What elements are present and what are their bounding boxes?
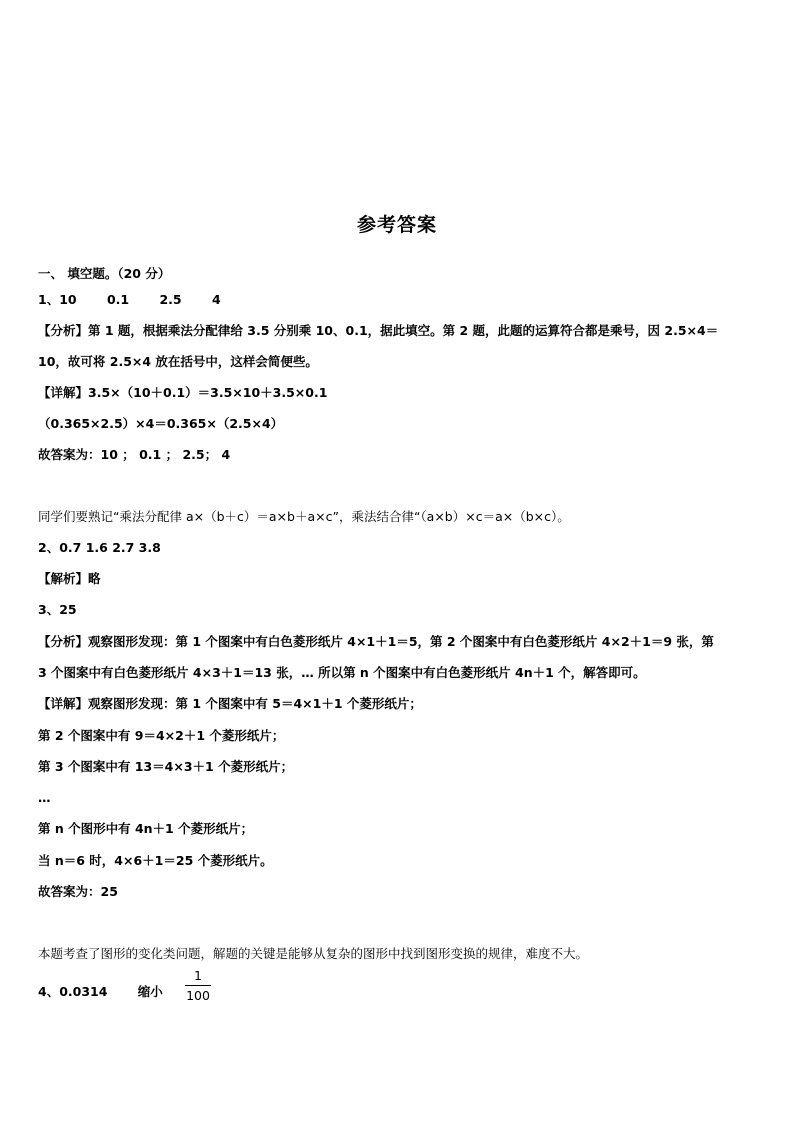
q1-answer-1: 1、10 [38,292,77,307]
q1-analysis-cont: 10，故可将 2.5×4 放在括号中，这样会简便些。 [38,354,318,369]
q3-note: 本题考查了图形的变化类问题，解题的关键是能够从复杂的图形中找到图形变换的规律，难度不大。 [38,946,589,961]
q1-detail-2: （0.365×2.5）×4＝0.365×（2.5×4） [38,416,284,431]
q1-answer-3: 2.5 [159,292,182,307]
q1-analysis: 【分析】第 1 题，根据乘法分配律给 3.5 分别乘 10、0.1，据此填空。第 2 题，此题的运算符合都是乘号，因 2.5×4＝ [38,323,719,338]
section-heading: 一、 填空题。（20 分） [38,266,171,281]
fraction-numerator: 1 [194,968,202,983]
q1-answer-line [38,292,758,308]
q4-word: 缩小 [137,984,163,999]
page-title: 参考答案 [356,214,437,236]
q3-answer-line: 3、25 [38,602,77,617]
q3-detail-n: 第 n 个图形中有 4n＋1 个菱形纸片； [38,821,254,836]
q1-note: 同学们要熟记“乘法分配律 a×（b＋c）＝a×b＋a×c”，乘法结合律“（a×b）×c＝a×（b×c）。 [38,509,570,524]
q3-detail-ellipsis: … [38,790,51,805]
q1-detail: 【详解】3.5×（10＋0.1）＝3.5×10＋3.5×0.1 [38,385,328,400]
q3-detail-3: 第 3 个图案中有 13＝4×3＋1 个菱形纸片； [38,759,294,774]
q3-final-answer: 故答案为：25 [38,884,118,899]
q1-final-answer: 故答案为：10 ； 0.1 ； 2.5； 4 [38,447,231,462]
q2-answer-line: 2、0.7 1.6 2.7 3.8 [38,540,161,555]
q3-analysis-cont: 3 个图案中有白色菱形纸片 4×3＋1＝13 张，… 所以第 n 个图案中有白色菱形纸片 4n＋1 个，解答即可。 [38,665,646,680]
fraction-bar [185,985,211,986]
q1-answer-2: 0.1 [106,292,130,307]
q3-detail-6: 当 n＝6 时，4×6＋1＝25 个菱形纸片。 [38,853,273,868]
q3-analysis: 【分析】观察图形发现：第 1 个图案中有白色菱形纸片 4×1＋1＝5，第 2 个图案中有白色菱形纸片 4×2＋1＝9 张，第 [38,634,714,649]
fraction-denominator: 100 [186,988,210,1003]
q4-answer-line [38,984,758,1000]
q4-fraction [185,968,211,1003]
q1-answer-4: 4 [211,292,221,307]
q3-detail-2: 第 2 个图案中有 9＝4×2＋1 个菱形纸片； [38,728,285,743]
q2-analysis: 【解析】略 [38,571,101,586]
q4-answer: 4、0.0314 [38,984,108,999]
q3-detail: 【详解】观察图形发现：第 1 个图案中有 5＝4×1＋1 个菱形纸片； [38,696,422,711]
